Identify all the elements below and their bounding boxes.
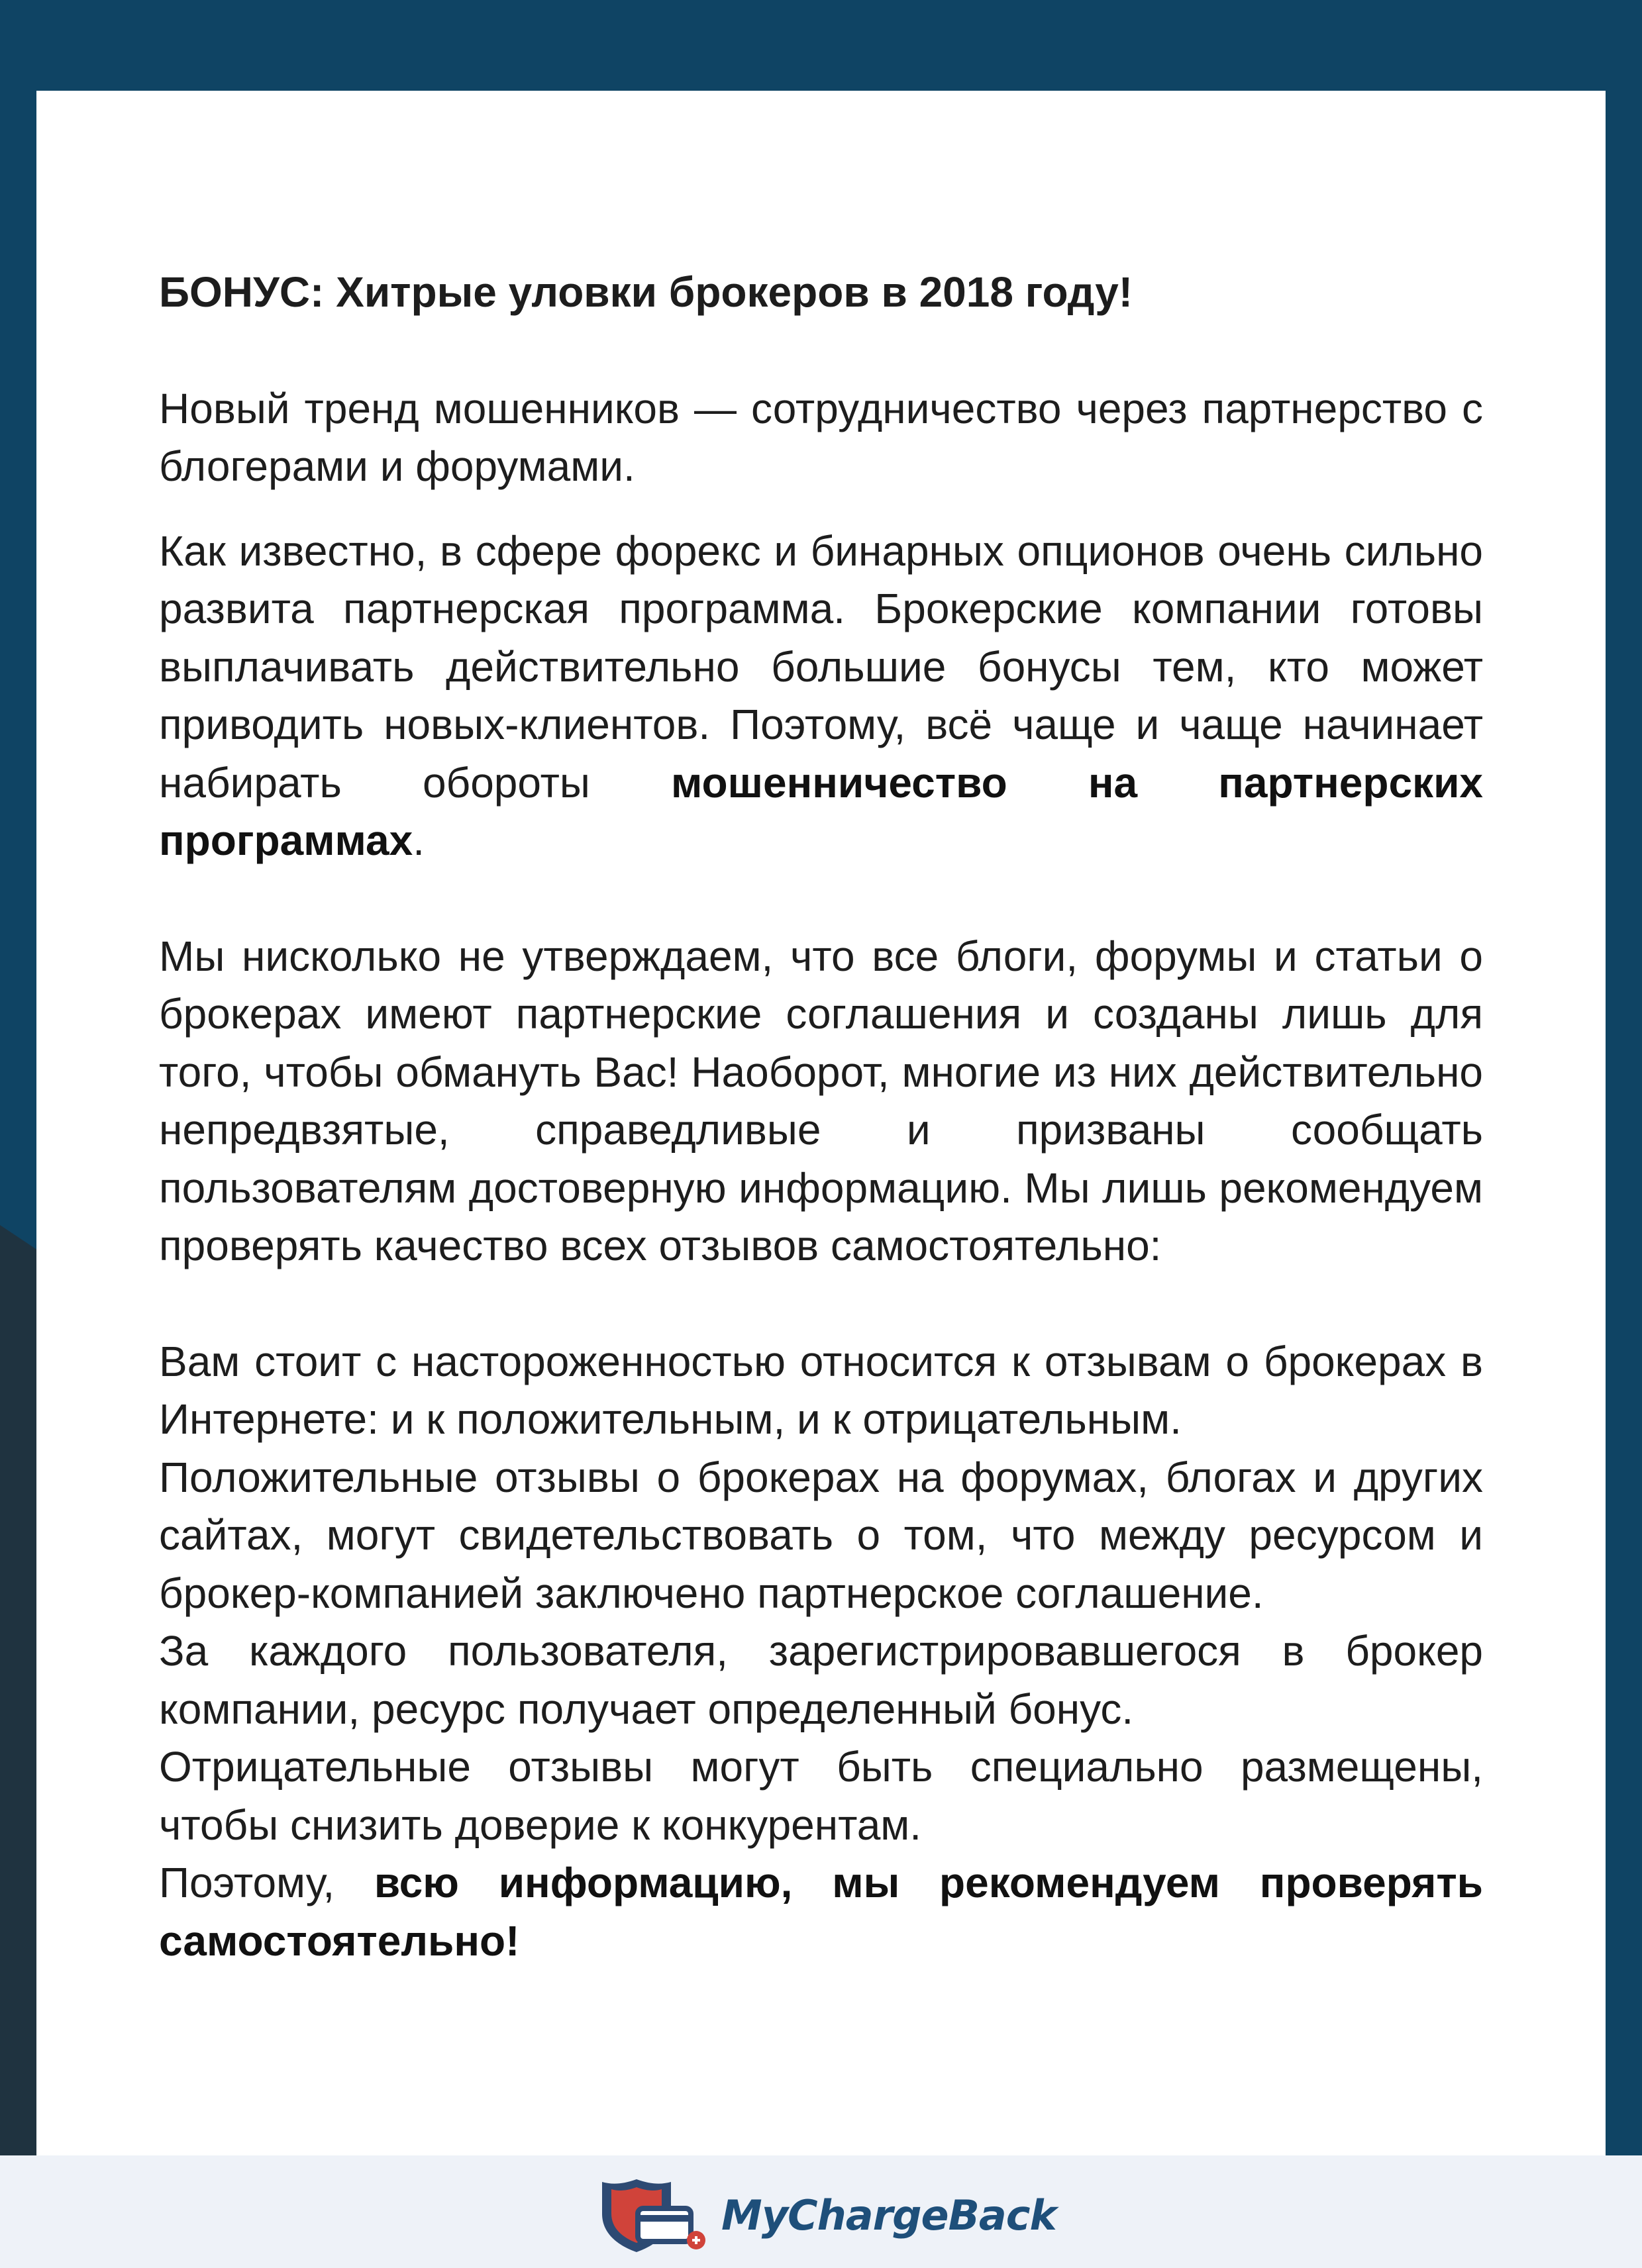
- title-text: Хитрые уловки брокеров в 2018 году!: [324, 268, 1133, 316]
- brand-name: MyChargeBack: [721, 2191, 1056, 2240]
- paragraph-1: Новый тренд мошенников — сотрудничество через партнерство с блогерами и форумами.: [159, 384, 1483, 490]
- paragraph-8: [159, 1854, 1483, 1970]
- paragraph-5: Положительные отзывы о брокерах на форумах, блогах и других сайтах, могут свидетельствовать о том, что между ресурсом и брокер-компанией заключено партнерское соглашение.: [159, 1453, 1483, 1617]
- paragraph-4: Вам стоит с настороженностью относится к отзывам о брокерах в Интернете: и к положительным, и к отрицательным.: [159, 1337, 1483, 1443]
- brand-logo: [599, 2172, 1056, 2258]
- paragraph-2-end: .: [413, 816, 425, 864]
- paragraph-8-emphasis: всю информацию, мы рекомендуем проверять самостоятельно!: [159, 1859, 1484, 1965]
- title-prefix: БОНУС:: [159, 268, 325, 316]
- paragraph-6: За каждого пользователя, зарегистрировавшегося в брокер компании, ресурс получает определенный бонус.: [159, 1627, 1483, 1733]
- paragraph-8-text: Поэтому,: [159, 1859, 374, 1906]
- document-content: [159, 264, 1483, 1970]
- paragraph-2: [159, 522, 1483, 870]
- paragraph-2-text: Как известно, в сфере форекс и бинарных опционов очень сильно развита партнерская программа. Брокерские компании готовы выплачивать действительно большие бонусы тем, кто может приводить новых-клиентов. Поэтому, всё чаще и чаще начинает набирать обороты: [159, 526, 1483, 807]
- paragraph-2-emphasis: мошенничество на партнерских программах: [159, 758, 1483, 864]
- paragraph-7: Отрицательные отзывы могут быть специально размещены, чтобы снизить доверие к конкурентам.: [159, 1743, 1483, 1849]
- document-title: [159, 264, 1483, 322]
- shield-card-icon: [599, 2175, 712, 2255]
- paragraph-3: Мы нисколько не утверждаем, что все блоги, форумы и статьи о брокерах имеют партнерские соглашения и созданы лишь для того, чтобы обмануть Вас! Наоборот, многие из них действительно непредвзятые, справедливые и призваны сообщать пользователям достоверную информацию. Мы лишь рекомендуем проверять качество всех отзывов самостоятельно:: [159, 932, 1483, 1269]
